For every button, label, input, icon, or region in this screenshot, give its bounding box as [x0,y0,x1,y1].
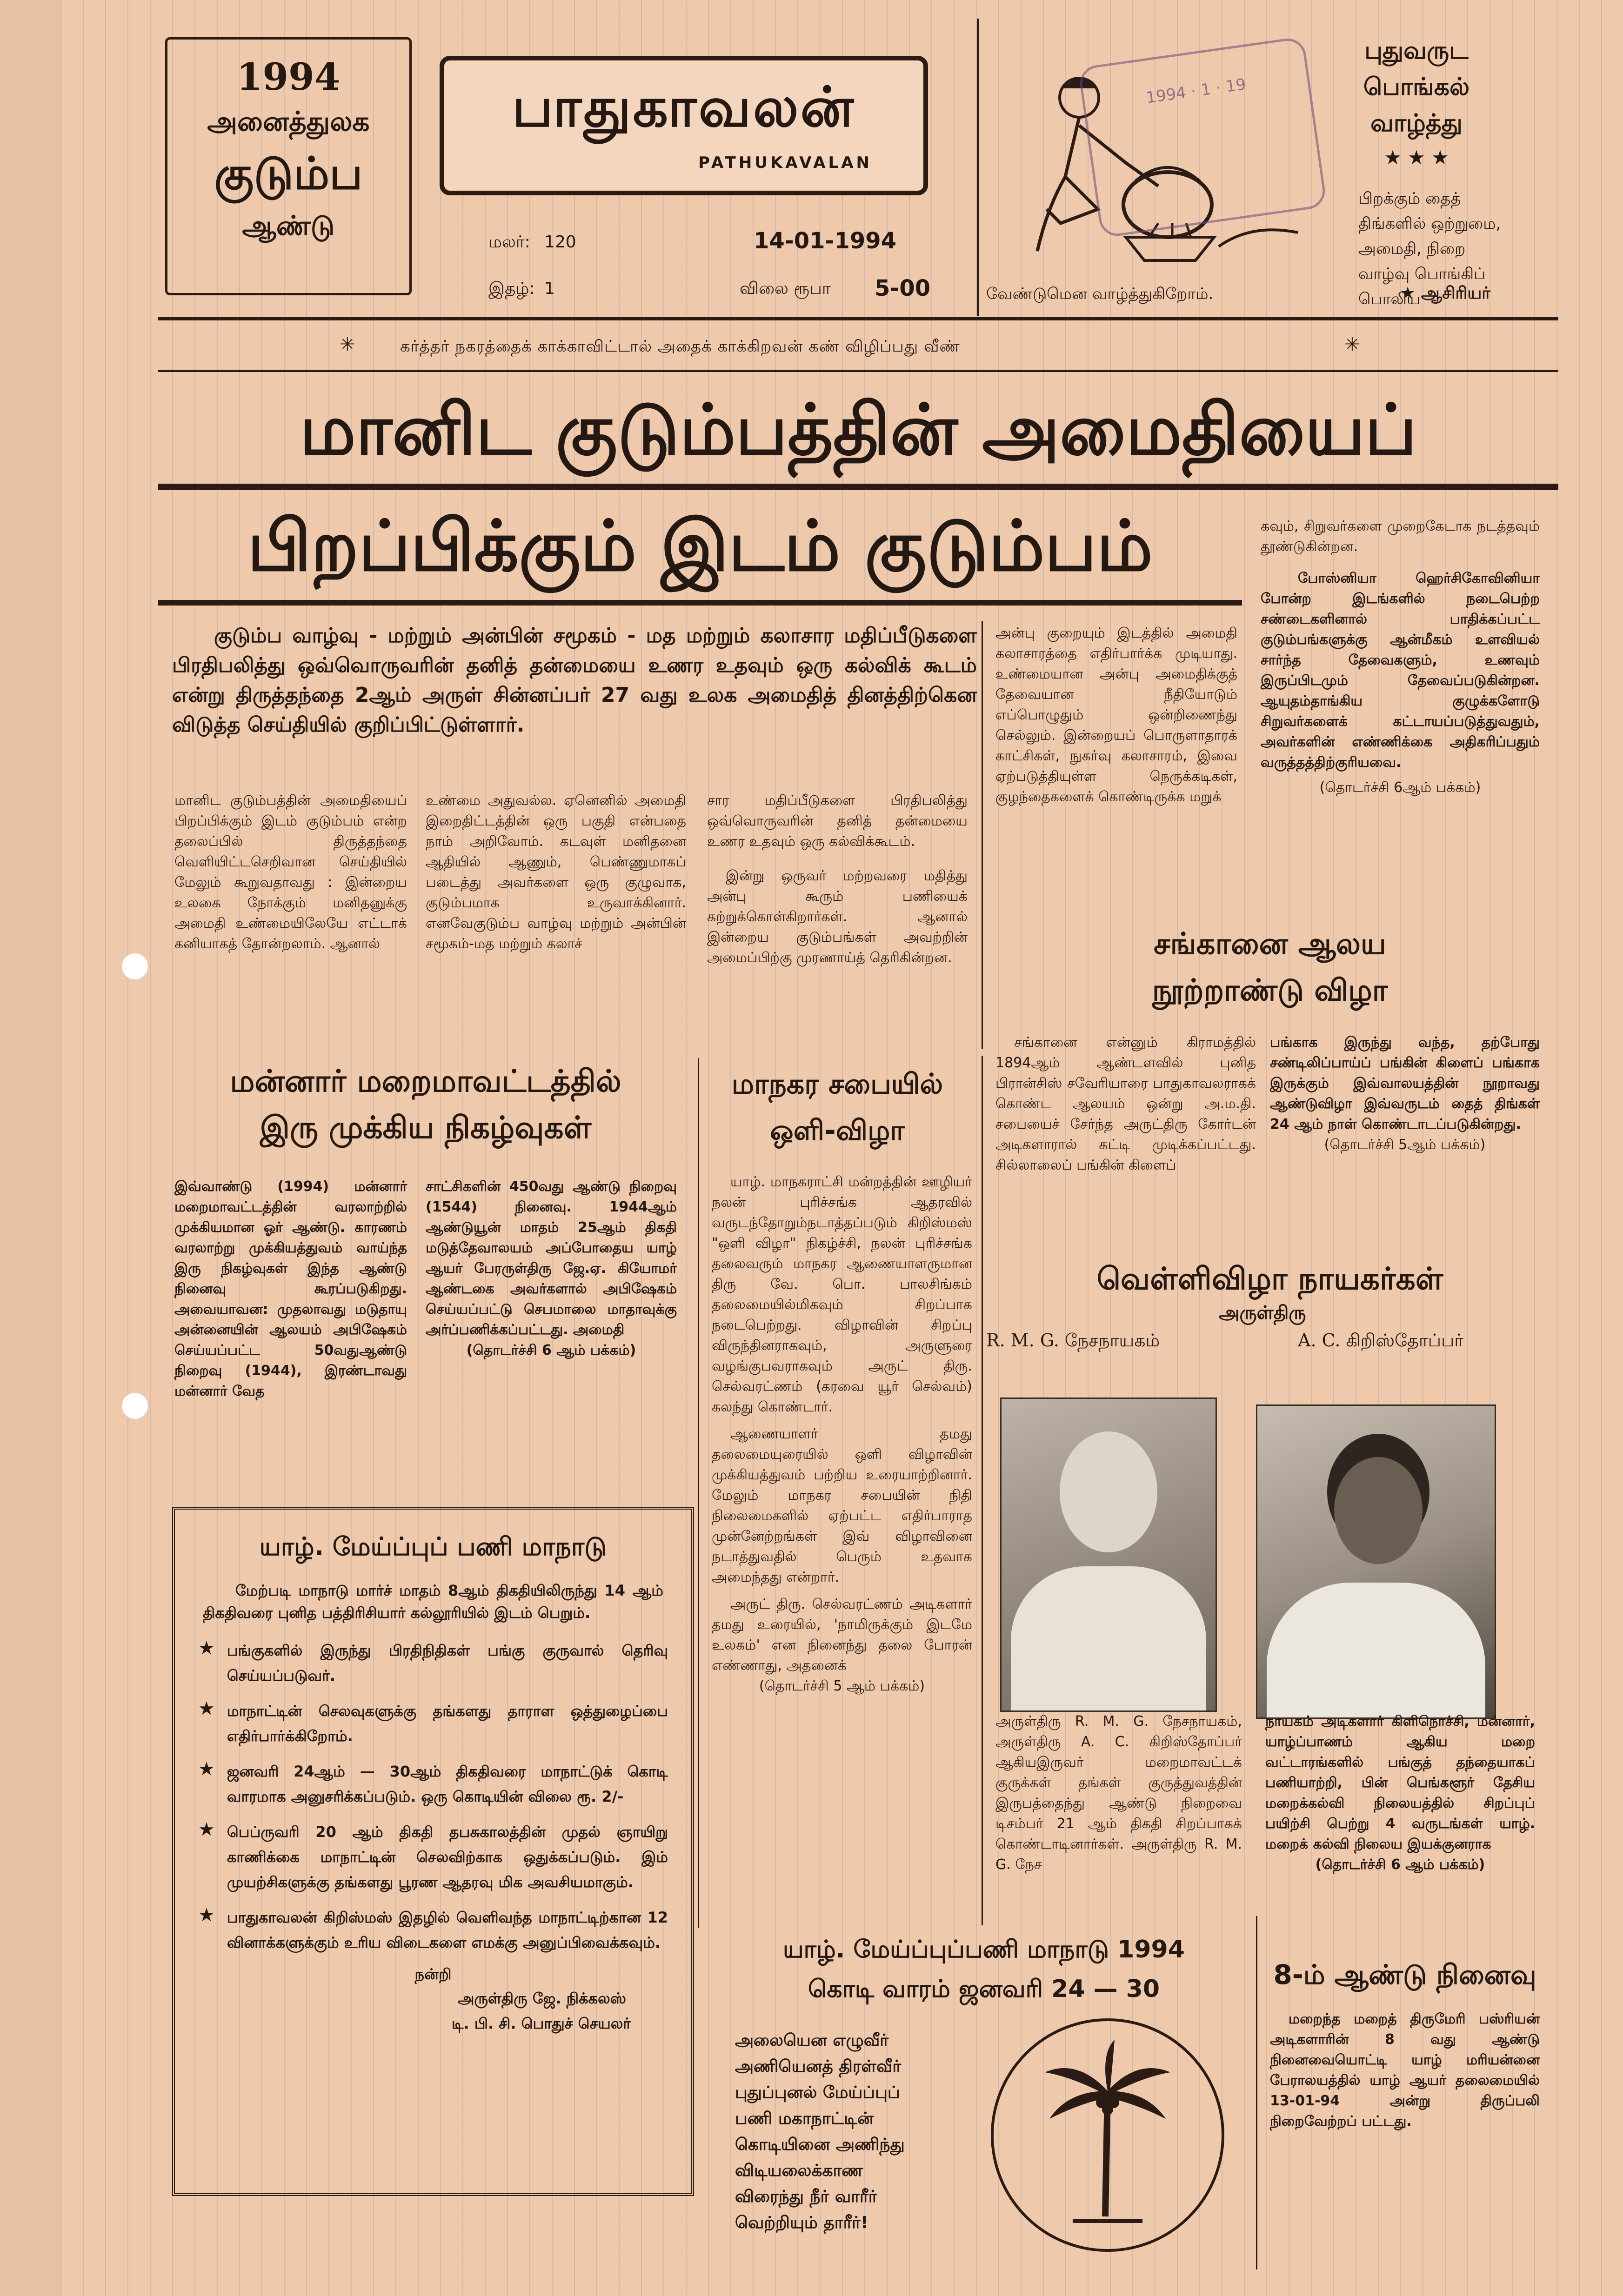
postal-stamp [1078,36,1328,239]
article3-body [712,1172,972,1697]
price-label: விலை ரூபா [740,279,831,298]
article1-cont: (தொடர்ச்சி 6ஆம் பக்கம்) [1319,779,1481,796]
star-bullet-icon: ★ [198,1637,215,1659]
greeting-stars: ★ ★ ★ [1384,146,1449,169]
motto-star-right: ✳ [1344,334,1360,355]
article1-col1 [174,791,407,954]
column-divider [1256,1916,1257,2269]
article3-headline1: மாநகர சபையில் [731,1068,943,1100]
announcement-item [198,1759,668,1809]
article3-body2: ஆணையாளர் தமது தலைமையுரையில் ஒளி விழாவின் முக்கியத்துவம் பற்றிய உரையாற்றினார். மேலும் மாநகர சபையின் நிதி நிலைமைகளில் ஏற்பட்ட எதிர்பாராத முன்னேற்றங்கள் இவ் விழாவினை நடாத்துவதில் பெரும் உதவாக அமைந்தது என்றார். [712,1426,972,1585]
conference-announcement [172,1507,694,2196]
family-year-box [165,37,412,295]
masthead-title: பாதுகாவலன் [512,75,856,139]
motto-star-left: ✳ [340,334,355,355]
greeting-line1: புதுவருட [1364,37,1469,65]
greeting-line3: வாழ்த்து [1370,109,1463,137]
announcement-sign-title: டி. பி. சி. பொதுச் செயலர் [452,2015,631,2032]
announcement-item [198,1905,668,1955]
article1-col5-text: கவும், சிறுவர்களை முறைகேடாக நடத்தவும் தூண்டுகின்றன. [1261,518,1540,555]
flag-week-line1: யாழ். மேய்ப்புப்பணி மாநாடு 1994 [783,1936,1185,1963]
article1-col5b-text: போஸ்னியா ஹெர்சிகோவினியா போன்ற இடங்களில் நடைபெற்ற சண்டைகளினால் பாதிக்கப்பட்ட குடும்பங்களுக்கு ஆன்மீகம் உளவியல் சார்ந்த தேவைகளும், உணவும் இருப்பிடமும் தேவைப்படுகின்றன. ஆயுதம்தாங்கிய குழுக்களோடு சிறுவர்களைக் கட்டாயப்படுத்துவதும், அவர்களின் எண்ணிக்கை அதிகரிப்பதும் வருத்தத்திற்குரியவை. [1261,570,1540,771]
star-bullet-icon: ★ [198,1698,215,1719]
article2-cont: (தொடர்ச்சி 6 ஆம் பக்கம்) [466,1342,636,1358]
star-bullet-icon: ★ [198,1904,215,1926]
face-shape [1060,1431,1157,1552]
priest1-name: R. M. G. நேசநாயகம் [986,1330,1160,1351]
announcement-item-text: ஜனவரி 24ஆம் — 30ஆம் திகதிவரை மாநாட்டுக் கொடி வாரமாக அனுசரிக்கப்படும். ஒரு கொடியின் விலை ரூ. 2/- [227,1763,668,1805]
lead-paragraph: குடும்ப வாழ்வு - மற்றும் அன்பின் சமூகம் - மத மற்றும் கலாசார மதிப்பீடுகளை பிரதிபலித்து ஒவ்வொருவரின் தனித் தன்மையை உணர உதவும் ஒரு கல்விக் கூடம் என்று திருத்தந்தை 2ஆம் அருள் சின்னப்பர் 27 வது உலக அமைதித் தினத்திற்கென விடுத்த செய்தியில் குறிப்பிட்டுள்ளார். [172,624,977,737]
announcement-item-text: பெப்ருவரி 20 ஆம் திகதி தபசுகாலத்தின் முதல் ஞாயிறு காணிக்கை மாநாட்டின் செலவிற்காக ஒதுக்கப்படும். இம் முயற்சிகளுக்கு தங்களது பூரண ஆதரவு மிக அவசியமாகும். [227,1823,668,1891]
article1-col4 [995,623,1237,807]
article4-col1 [995,1032,1256,1176]
column-divider [982,1056,983,1925]
article1-col1-text: மானிட குடும்பத்தின் அமைதியைப் பிறப்பிக்கும் இடம் குடும்பம் என்ற தலைப்பில் திருத்தந்தை வெளியிட்டசெறிவான செய்தியில் மேலும் கூறுவதாவது : இன்றைய உலகை நோக்கும் மனிதனுக்கு அமைதி உண்மையிலேயே எட்டாக் கனியாகத் தோன்றலாம். ஆனால் [174,792,407,952]
star-bullet-icon: ★ [198,1819,215,1840]
announcement-item [198,1638,668,1688]
article2-col2-text: சாட்சிகளின் 450வது ஆண்டு நிறைவு (1544) நினைவு. 1944ஆம் ஆண்டுயூன் மாதம் 25ஆம் திகதி மடுத்தேவாலயம் அப்போதைய யாழ் ஆயர் பேரருள்திரு ஜே.ஏ. கியோமர் ஆண்டகை அவர்களால் அபிஷேகம் செய்யப்பட்டு செபமாலை மாதாவுக்கு அர்ப்பணிக்கப்பட்டது. அமைதி [426,1178,677,1338]
article4-headline1: சங்கானை ஆலய [1154,927,1386,961]
masthead [440,56,928,195]
poem-line: விடியலைக்காண [735,2161,863,2180]
announcement-intro: மேற்படி மாநாடு மார்ச் மாதம் 8ஆம் திகதியிலிருந்து 14 ஆம் திகதிவரை புனித பத்திரிசியார் கல்லூரியில் இடம் பெறும். [203,1582,663,1622]
article1-col5 [1261,516,1540,798]
article5-col2-text: நாயகம் அடிகளார் கிளிநொச்சி, மன்னார், யாழ்ப்பாணம் ஆகிய மறை வட்டாரங்களில் பங்குத் தந்தையாகப் பணியாற்றி, பின் பெங்களூர் தேசிய மறைக்கல்வி நிலையத்தில் சிறப்புப் பயிற்சி பெற்று 4 வருடங்கள் யாழ். மறைக் கல்வி நிலைய இயக்குனராக [1265,1713,1535,1852]
article4-col2 [1270,1032,1540,1155]
priest2-photo [1256,1404,1496,1719]
header-divider [977,19,979,316]
announcement-item [198,1698,668,1749]
intl-year-line3: ஆண்டு [242,210,335,241]
article1-col2 [426,791,686,954]
issue-value: 1 [544,279,555,298]
punch-hole [122,1393,148,1419]
announcement-title: யாழ். மேய்ப்புப் பணி மாநாடு [259,1532,607,1561]
intl-year-line1: அனைத்துலக [207,106,370,137]
issue-date: 14-01-1994 [754,228,897,254]
face-shape [1334,1457,1423,1564]
article4-col2-text: பங்காக இருந்து வந்த, தற்போது சண்டிலிப்பாய்ப் பங்கின் கிளைப் பங்காக இருக்கும் இவ்வாலயத்தின் நூறாவது ஆண்டுவிழா இவ்வருடம் தைத் திங்கள் 24 ஆம் நாள் கொண்டாடப்படுகின்றது. [1270,1034,1540,1132]
poem-line: புதுப்புனல் மேய்ப்புப் [735,2083,900,2102]
article1-col4-text: அன்பு குறையும் இடத்தில் அமைதி கலாசாரத்தை எதிர்பார்க்க முடியாது. உண்மையான அன்பு அமைதிக்குத் தேவையான நீதியோடும் எப்பொழுதும் ஒன்றிணைந்து செல்லும். இன்றையப் பொருளாதாரக் காட்சிகள், நுகர்வு கலாசாரம், இவை ஏற்படுத்தியுள்ள நெருக்கடிகள், குழந்தைகளைக் கொண்டிருக்க மறுக் [995,625,1237,805]
poem-line: கொடியினை அணிந்து [735,2135,905,2154]
article3-cont: (தொடர்ச்சி 5 ஆம் பக்கம்) [759,1678,925,1694]
headline-rule [158,484,1558,490]
announcement-thanks: நன்றி [414,1965,452,1983]
announcement-item-text: பாதுகாவலன் கிறிஸ்மஸ் இதழில் வெளிவந்த மாநாட்டிற்கான 12 வினாக்களுக்கும் உரிய விடைகளை எமக்கு அனுப்பிவைக்கவும். [227,1909,668,1951]
article4-cont: (தொடர்ச்சி 5ஆம் பக்கம்) [1324,1137,1486,1153]
star-bullet-icon: ★ [198,1758,215,1780]
article2-headline1: மன்னார் மறைமாவட்டத்தில் [230,1063,621,1099]
announcement-item-text: பங்குகளில் இருந்து பிரதிநிதிகள் பங்கு குருவால் தெரிவு செய்யப்படுவர். [227,1642,668,1684]
announcement-sign-name: அருள்திரு ஜே. நிக்கலஸ் [457,1990,626,2007]
issue-label: இதழ்: [488,279,535,298]
article5-headline: வெள்ளிவிழா நாயகர்கள் [1096,1261,1443,1297]
masthead-roman: PATHUKAVALAN [698,153,872,172]
priest1-photo [1000,1398,1217,1712]
article5-cont: (தொடர்ச்சி 6 ஆம் பக்கம்) [1315,1857,1485,1873]
column-divider [698,1058,699,1928]
price-value: 5-00 [875,275,931,301]
palm-tree-icon [994,2021,1222,2249]
article2-col2 [426,1177,677,1361]
article6-body: மறைந்த மறைத் திருமேரி பஸ்ரியன் அடிகளாரின் 8 வது ஆண்டு நினைவையொட்டி யாழ் மரியன்னை பேராலயத்தில் யாழ் ஆயர் தலைமையில் 13-01-94 அன்று திருப்பலி நிறைவேற்றப் பட்டது. [1270,2011,1540,2130]
main-headline-line1: மானிட குடும்பத்தின் அமைதியைப் [300,390,1417,471]
poem-line: பணி மகாநாட்டின் [735,2109,874,2128]
priest2-name: A. C. கிறிஸ்தோப்பர் [1298,1330,1464,1351]
poem-line: அலையென எழுவீர் [735,2031,889,2050]
shirt-shape [1011,1566,1206,1712]
article3-headline2: ஒளி-விழா [770,1114,905,1147]
article2-headline2: இரு முக்கிய நிகழ்வுகள் [260,1110,592,1145]
motto-rule [158,370,1558,372]
greeting-line2: பொங்கல் [1363,73,1470,101]
article6-body-col [1270,2009,1540,2132]
announcement-items [198,1638,668,1955]
article4-headline2: நூற்றாண்டு விழா [1152,973,1388,1008]
flag-week-poem [735,2028,977,2236]
article6-headline: 8-ம் ஆண்டு நினைவு [1273,1959,1536,1990]
poem-line: அணியெனத் திரள்வீர் [735,2057,902,2076]
article5-col2 [1265,1711,1535,1875]
article4-col1-text: சங்கானை என்னும் கிராமத்தில் 1894ஆம் ஆண்டளவில் புனித பிரான்சிஸ் சவேரியாரை பாதுகாவலராகக் கொண்ட ஆலயம் ஒன்று அ.ம.தி. சபையைச் சேர்ந்த அருட்திரு கோர்டன் அடிகளாரால் கட்டி முடிக்கப்பட்டது. சில்லாலைப் பங்கின் கிளைப் [995,1034,1256,1173]
announcement-item [198,1819,668,1895]
year: 1994 [236,55,341,99]
volume-label: மலர்: [488,233,530,252]
intl-year-line2: குடும்ப [214,147,363,200]
shirt-shape [1267,1583,1485,1719]
article5-subhead: அருள்திரு [1219,1302,1306,1324]
greeting-sign-text: வேண்டுமென வாழ்த்துகிறோம். [986,285,1214,303]
article1-col2-text: உண்மை அதுவல்ல. ஏனெனில் அமைதி இறைதிட்டத்தின் ஒரு பகுதி என்பதை நாம் அறிவோம். கடவுள் மனிதனை ஆதியில் ஆணும், பெண்ணுமாகப் படைத்து அவர்களை ஒரு குழுவாக, குடும்பமாக உருவாக்கினார். எனவேகுடும்ப வாழ்வு மற்றும் அன்பின் சமூகம்-மத மற்றும் கலாச் [426,792,686,952]
motto: கர்த்தர் நகரத்தைக் காக்காவிட்டால் அதைக் காக்கிறவன் கண் விழிப்பது வீண் [400,337,960,356]
article5-col1 [995,1711,1242,1875]
column-divider [982,621,983,1049]
main-headline-line2: பிறப்பிக்கும் இடம் குடும்பம் [247,506,1153,587]
poem-line: வெற்றியும் தாரீர்! [735,2213,868,2232]
article5-col1-text: அருள்திரு R. M. G. நேசநாயகம், அருள்திரு A. C. கிறிஸ்தோப்பர் ஆகியஇருவர் மறைமாவட்டக் குருக்கள் தங்கள் குருத்துவத்தின் இருபத்தைந்து ஆண்டு நிறைவை டிசம்பர் 21 ஆம் திகதி சிறப்பாகக் கொண்டாடினார்கள். அருள்திரு R. M. G. நேச [995,1713,1242,1873]
announcement-item-text: மாநாட்டின் செலவுகளுக்கு தங்களது தாராள ஒத்துழைப்பை எதிர்பார்க்கிறோம். [227,1702,668,1745]
header-rule [158,317,1558,320]
flag-week-line2: கொடி வாரம் ஜனவரி 24 — 30 [808,1975,1160,2003]
article1-col3b-text: இன்று ஒருவர் மற்றவரை மதித்து அன்பு கூரும் பணியைக் கற்றுக்கொள்கிறார்கள். ஆனால் இன்றைய குடும்பங்கள் அவற்றின் அமைப்பிற்கு முரணாய்த் தெரிகின்றன. [707,868,968,966]
article2-col1 [174,1177,407,1402]
article3-body3: அருட் திரு. செல்வரட்ணம் அடிகளார் தமது உரையில், 'நாமிருக்கும் இடமே உலகம்' என நினைந்து தலை போரன் எண்ணாது, அதனைக் [712,1596,972,1674]
punch-hole [122,953,148,979]
volume-value: 120 [544,233,576,252]
stamp-date: 1994 · 1 · 19 [1145,75,1247,107]
poem-line: விரைந்து நீர் வாரீர் [735,2187,877,2206]
pongal-greeting [1293,33,1540,174]
article1-col3a-text: சார மதிப்பீடுகளை பிரதிபலித்து ஒவ்வொருவரின் தனித் தன்மையை உணர உதவும் ஒரு கல்விக்கூடம். [707,792,968,850]
article3-body1: யாழ். மாநகராட்சி மன்றத்தின் ஊழியர் நலன் புரிச்சங்க ஆதரவில் வருடந்தோறும்நடாத்தப்படும் கிறிஸ்மஸ் "ஒளி விழா" நிகழ்ச்சி, நலன் புரிச்சங்க தலைவரும் மாநகர ஆணையாளருமான திரு வே. பொ. பாலசிங்கம் தலைமையில்மிகவும் சிறப்பாக நடைபெற்றது. விழாவின் சிறப்பு விருந்தினராகவும், அருளுரை வழங்குபவராகவும் அருட் திரு. செல்வரட்ணம் (கரவை யூர் செல்வம்) கலந்து கொண்டார். [712,1174,972,1415]
greeting-body: பிறக்கும் தைத் திங்களில் ஒற்றுமை, அமைதி, நிறை வாழ்வு பொங்கிப் பொலிய [1358,189,1501,308]
palm-tree-emblem [991,2018,1224,2252]
article1-col3 [707,791,968,968]
greeting-sign: ★ ஆசிரியர் [1400,284,1491,303]
headline-rule-2 [158,600,1242,606]
article2-col1-text: இவ்வாண்டு (1994) மன்னார் மறைமாவட்டத்தின் வரலாற்றில் முக்கியமான ஓர் ஆண்டு. காரணம் வரலாற்று முக்கியத்துவம் வாய்ந்த இரு நிகழ்வுகள் இந்த ஆண்டு நினைவு கூரப்படுகிறது. அவையாவன: முதலாவது மடுதாயு அன்னையின் ஆலயம் அபிஷேகம் செய்யப்பட்ட 50வதுஆண்டு நிறைவு (1944), இரண்டாவது மன்னார் வேத [174,1178,407,1399]
